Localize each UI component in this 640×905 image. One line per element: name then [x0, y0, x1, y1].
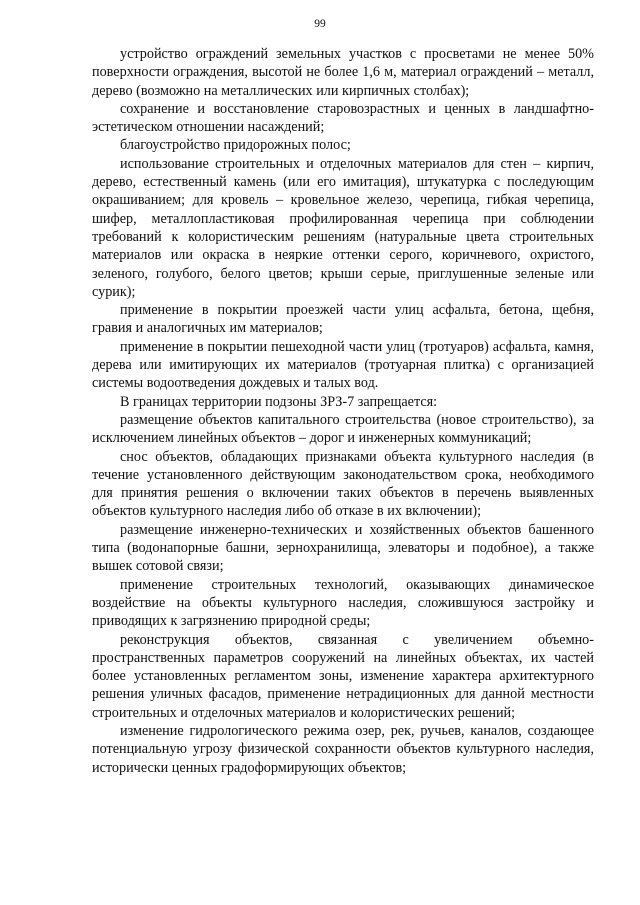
paragraph-reconstruction: реконструкция объектов, связанная с увеличением объемно-пространственных параметров сооружений на линейных объектах, их частей более установленных регламентом зоны, изменение характера архитектурного решения уличных фасадов, применение нетрадиционных для данной местности строительных и отделочных материалов и колористических решений; [92, 631, 594, 721]
paragraph-roadway-surface: применение в покрытии проезжей части улиц асфальта, бетона, щебня, гравия и аналогичных им материалов; [92, 302, 594, 337]
document-body [92, 45, 594, 777]
paragraph-building-materials: использование строительных и отделочных материалов для стен – кирпич, дерево, естественный камень (или его имитация), штукатурка с последующим окрашиванием; для кровель – кровельное железо, черепица, гибкая черепица, шифер, металлопластиковая профилированная черепица при соблюдении требований к колористическим решениям (натуральные цвета строительных материалов или окраска в неяркие оттенки серого, коричневого, охристого, зеленого, голубого, белого цветов; крыши серые, приглушенные зеленые или сурик); [92, 155, 594, 300]
paragraph-construction-technologies: применение строительных технологий, оказывающих динамическое воздействие на объекты культурного наследия, сложившуюся застройку и приводящих к загрязнению природной среды; [92, 576, 594, 630]
paragraph-demolition: снос объектов, обладающих признаками объекта культурного наследия (в течение установленного действующим законодательством срока, необходимого для принятия решения о включении таких объектов в перечень выявленных объектов культурного наследия либо об отказе в их включении); [92, 448, 594, 520]
paragraph-prohibitions-heading: В границах территории подзоны ЗРЗ-7 запрещается: [120, 393, 438, 410]
page-number: 99 [314, 18, 326, 30]
paragraph-fence-requirements: устройство ограждений земельных участков с просветами не менее 50% поверхности ограждения, высотой не более 1,6 м, материал ограждений – металл, дерево (возможно на металлических или кирпичных столбах); [92, 46, 594, 99]
paragraph-tree-preservation: сохранение и восстановление старовозрастных и ценных в ландшафтно-эстетическом отношении насаждений; [92, 100, 594, 136]
paragraph-roadside-landscaping: благоустройство придорожных полос; [120, 137, 351, 154]
paragraph-tower-structures: размещение инженерно-технических и хозяйственных объектов башенного типа (водонапорные башни, зернохранилища, элеваторы и подобное), а также вышек сотовой связи; [92, 521, 594, 575]
paragraph-sidewalk-surface: применение в покрытии пешеходной части улиц (тротуаров) асфальта, камня, дерева или имитирующих их материалов (тротуарная плитка) с организацией системы водоотведения дождевых и талых вод. [92, 338, 594, 392]
paragraph-new-construction: размещение объектов капитального строительства (новое строительство), за исключением линейных объектов – дорог и инженерных коммуникаций; [92, 411, 594, 447]
paragraph-hydrological-regime: изменение гидрологического режима озер, рек, ручьев, каналов, создающее потенциальную угрозу физической сохранности объектов культурного наследия, исторически ценных градоформирующих объектов; [92, 722, 594, 776]
